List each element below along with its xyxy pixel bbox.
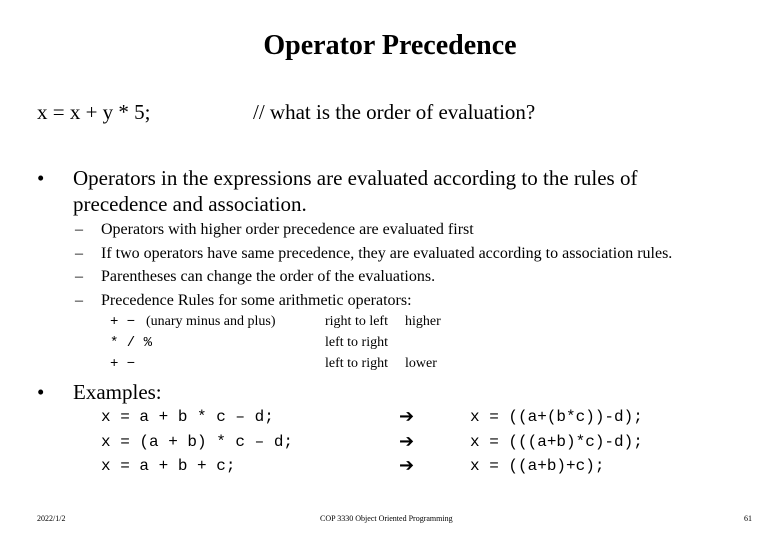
example-expression: x = (a + b) * c – d; [101,433,294,451]
footer-date: 2022/1/2 [37,514,66,523]
footer-page-number: 61 [744,514,752,523]
precedence-operators: + − [110,356,136,372]
bullet-text: Operators in the expressions are evaluated according to the rules of [73,166,638,190]
footer-course: COP 3330 Object Oriented Programming [320,514,453,523]
sub-item-text: If two operators have same precedence, they are evaluated according to association rules. [101,245,673,262]
example-expression: x = a + b + c; [101,457,236,475]
sub-item-text: Operators with higher order precedence are evaluated first [101,221,474,238]
bullet-marker: • [37,166,45,190]
precedence-associativity: left to right [325,335,388,350]
right-arrow-icon: ➔ [399,431,415,452]
bullet-marker: • [37,380,45,404]
right-arrow-icon: ➔ [399,406,415,427]
bullet-text: Examples: [73,380,162,404]
precedence-level: lower [405,356,437,371]
sub-item-marker: – [75,268,83,285]
example-result: x = ((a+b)+c); [470,457,605,475]
sub-item-marker: – [75,221,83,238]
precedence-note: (unary minus and plus) [146,314,276,329]
precedence-associativity: left to right [325,356,388,371]
precedence-operators: * / % [110,335,153,351]
example-result: x = ((a+(b*c))-d); [470,408,643,426]
right-arrow-icon: ➔ [399,455,415,476]
sub-item-text: Precedence Rules for some arithmetic operators: [101,292,412,309]
sub-item-marker: – [75,292,83,309]
precedence-level: higher [405,314,441,329]
example-result: x = (((a+b)*c)-d); [470,433,643,451]
sub-item-marker: – [75,245,83,262]
bullet-text-continued: precedence and association. [73,192,307,216]
slide-title: Operator Precedence [263,30,517,61]
statement-comment: // what is the order of evaluation? [253,100,536,124]
sub-item-text: Parentheses can change the order of the evaluations. [101,268,436,285]
precedence-operators: + − [110,314,136,330]
statement-code: x = x + y * 5; [37,100,151,124]
precedence-associativity: right to left [325,314,388,329]
example-expression: x = a + b * c – d; [101,408,274,426]
